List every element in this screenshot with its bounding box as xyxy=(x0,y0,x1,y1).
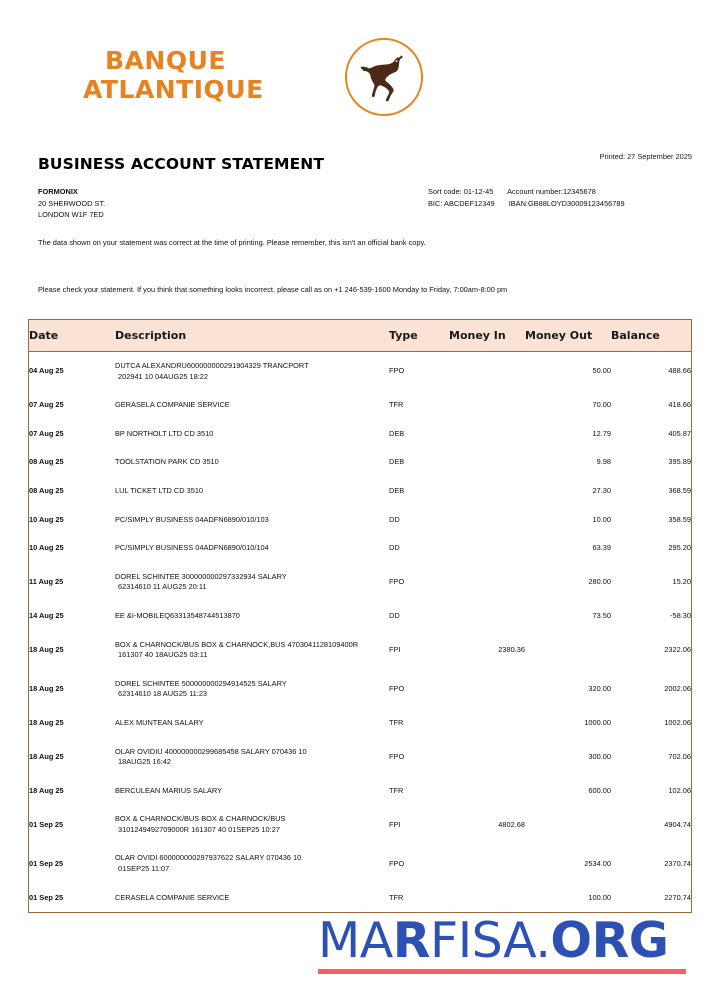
cell-type: TFR xyxy=(389,785,404,795)
account-line-bic-iban xyxy=(428,198,625,210)
cell-money-in: 2380.36 xyxy=(498,644,525,654)
sort-code-value: 01-12-45 xyxy=(463,187,494,196)
column-header-money-in: Money In xyxy=(449,320,525,352)
cell-type: DEB xyxy=(389,457,405,467)
watermark-tld: ORG xyxy=(550,912,669,969)
horse-icon xyxy=(355,48,411,104)
cell-description xyxy=(115,391,389,420)
table-body xyxy=(29,352,691,913)
cell-money-out: 300.00 xyxy=(588,751,611,761)
iban-value: GB88LOYD30009123456789 xyxy=(528,198,625,208)
cell-money-out: 280.00 xyxy=(588,577,611,587)
table-row xyxy=(29,805,691,844)
cell-date: 18 Aug 25 xyxy=(29,684,64,694)
table-row xyxy=(29,709,691,738)
cell-money-in xyxy=(449,352,525,392)
table-header xyxy=(29,320,691,352)
table-row xyxy=(29,391,691,420)
cell-type: FPO xyxy=(389,366,405,376)
table-header-row xyxy=(29,320,691,352)
cell-date: 07 Aug 25 xyxy=(29,400,64,410)
transaction-description-line-1: BOX & CHARNOCK/BUS BOX & CHARNOCK/BUS xyxy=(115,814,286,824)
table-row xyxy=(29,448,691,477)
watermark-underline xyxy=(318,969,686,974)
cell-money-in xyxy=(449,448,525,477)
customer-address-line-1: 20 SHERWOOD ST. xyxy=(38,198,106,208)
cell-balance: 395.89 xyxy=(668,457,691,467)
column-header-money-out: Money Out xyxy=(525,320,611,352)
bank-logo xyxy=(83,36,435,122)
bank-logo-wordmark xyxy=(83,46,355,104)
cell-money-in xyxy=(449,844,525,883)
cell-description xyxy=(115,477,389,506)
cell-description xyxy=(115,670,389,709)
transaction-description-line-1: PC/SIMPLY BUSINESS 04ADFN6890/010/104 xyxy=(115,543,269,553)
cell-description xyxy=(115,448,389,477)
cell-date: 18 Aug 25 xyxy=(29,644,64,654)
cell-money-out: 50.00 xyxy=(592,366,611,376)
bank-logo-line-2: ATLANTIQUE xyxy=(83,75,264,104)
cell-date: 04 Aug 25 xyxy=(29,366,64,376)
transaction-description-line-1: DOREL SCHINTEE 300000000297332934 SALARY xyxy=(115,571,287,581)
cell-balance: 102.06 xyxy=(668,785,691,795)
cell-description xyxy=(115,602,389,631)
cell-description xyxy=(115,709,389,738)
account-details-block xyxy=(428,186,625,209)
transaction-description-line-2: 62314610 11 AUG25 20:11 xyxy=(118,582,207,592)
cell-type: FPI xyxy=(389,819,401,829)
cell-money-in xyxy=(449,777,525,806)
cell-type: DD xyxy=(389,610,400,620)
cell-type: TFR xyxy=(389,717,404,727)
cell-money-out: 1000.00 xyxy=(584,717,611,727)
table-row xyxy=(29,602,691,631)
cell-balance: 295.20 xyxy=(668,543,691,553)
transaction-description-line-2: 18AUG25 16:42 xyxy=(118,757,172,767)
transaction-description-line-1: BOX & CHARNOCK/BUS BOX & CHARNOCK,BUS 4703041128109400R xyxy=(115,639,359,649)
cell-date: 07 Aug 25 xyxy=(29,428,64,438)
cell-date: 01 Sep 25 xyxy=(29,819,64,829)
cell-money-in xyxy=(449,534,525,563)
account-number-value: 12345678 xyxy=(562,187,596,196)
cell-money-out xyxy=(525,631,611,670)
cell-type: FPO xyxy=(389,858,405,868)
cell-balance: 2322.06 xyxy=(664,644,691,654)
table-row xyxy=(29,420,691,449)
cell-date: 08 Aug 25 xyxy=(29,485,64,495)
cell-date: 18 Aug 25 xyxy=(29,717,64,727)
cell-date: 11 Aug 25 xyxy=(29,577,64,587)
cell-money-out: 100.00 xyxy=(588,892,611,902)
cell-description xyxy=(115,352,389,392)
watermark-prefix: MA xyxy=(318,912,393,969)
cell-money-in xyxy=(449,420,525,449)
cell-balance: 358.59 xyxy=(668,514,691,524)
cell-description xyxy=(115,631,389,670)
cell-description xyxy=(115,563,389,602)
cell-money-out: 320.00 xyxy=(588,684,611,694)
cell-money-out: 73.50 xyxy=(592,610,611,620)
cell-date: 01 Sep 25 xyxy=(29,858,64,868)
cell-balance: 15.20 xyxy=(672,577,691,587)
cell-money-in xyxy=(449,391,525,420)
cell-date: 08 Aug 25 xyxy=(29,457,64,467)
transaction-description-line-2: 202941 10 04AUG25 18:22 xyxy=(118,371,208,381)
cell-money-out: 12.79 xyxy=(592,428,611,438)
table-row xyxy=(29,631,691,670)
table-row xyxy=(29,477,691,506)
cell-type: FPO xyxy=(389,684,405,694)
statement-accuracy-note: The data shown on your statement was correct at the time of printing. Please remember, this isn't an official bank copy. xyxy=(38,238,426,247)
transactions-table-container xyxy=(28,319,692,913)
cell-money-out: 10.00 xyxy=(592,514,611,524)
transaction-description-line-1: GERASELA COMPANIE SERVICE xyxy=(115,400,230,410)
cell-money-in xyxy=(449,670,525,709)
bank-logo-line-1: BANQUE xyxy=(105,46,226,75)
cell-balance: 488.66 xyxy=(668,366,691,376)
cell-type: DD xyxy=(389,514,400,524)
cell-type: TFR xyxy=(389,400,404,410)
cell-money-in xyxy=(449,602,525,631)
cell-money-out: 2534.00 xyxy=(584,858,611,868)
cell-type: TFR xyxy=(389,892,404,902)
transaction-description-line-2: 01SEP25 11:07 xyxy=(118,864,170,874)
cell-description xyxy=(115,805,389,844)
cell-description xyxy=(115,420,389,449)
transaction-description-line-1: OLAR OVIDI 600000000297937622 SALARY 070436 10 xyxy=(115,853,302,863)
cell-balance: 368.59 xyxy=(668,485,691,495)
cell-money-out: 63.39 xyxy=(592,543,611,553)
cell-date: 10 Aug 25 xyxy=(29,514,64,524)
cell-description xyxy=(115,506,389,535)
statement-contact-note: Please check your statement. If you think that something looks incorrect, please call as on +1 246-539-1600 Monday to Friday, 7:00am-8:00 pm xyxy=(38,285,508,294)
cell-money-out: 600.00 xyxy=(588,785,611,795)
transaction-description-line-1: CERASELA COMPANIE SERVICE xyxy=(115,892,230,902)
cell-money-in xyxy=(449,884,525,913)
table-row xyxy=(29,777,691,806)
cell-money-in xyxy=(449,709,525,738)
cell-date: 14 Aug 25 xyxy=(29,610,64,620)
cell-type: DD xyxy=(389,543,400,553)
cell-balance: -58.30 xyxy=(670,610,691,620)
site-watermark xyxy=(318,914,690,974)
table-row xyxy=(29,563,691,602)
table-row xyxy=(29,738,691,777)
cell-date: 18 Aug 25 xyxy=(29,785,64,795)
account-line-sort-code xyxy=(428,186,625,198)
cell-type: DEB xyxy=(389,485,405,495)
customer-address-line-2: LONDON W1F 7ED xyxy=(38,210,104,219)
cell-type: DEB xyxy=(389,428,405,438)
iban-label: IBAN: xyxy=(508,198,528,208)
cell-date: 10 Aug 25 xyxy=(29,543,64,553)
transaction-description-line-1: ALEX MUNTEAN SALARY xyxy=(115,717,204,727)
cell-money-out: 70.00 xyxy=(592,400,611,410)
table-row xyxy=(29,670,691,709)
cell-type: FPO xyxy=(389,577,405,587)
cell-money-in xyxy=(449,477,525,506)
sort-code-label: Sort code: xyxy=(428,187,462,196)
cell-money-out xyxy=(525,805,611,844)
cell-balance: 2370.74 xyxy=(664,858,691,868)
cell-balance: 2002.06 xyxy=(664,684,691,694)
account-number-label: Account number: xyxy=(507,187,563,196)
watermark-strong: R xyxy=(392,912,431,969)
column-header-date: Date xyxy=(29,320,115,352)
transaction-description-line-1: BP NORTHOLT LTD CD 3510 xyxy=(115,428,214,438)
column-header-type: Type xyxy=(389,320,449,352)
transaction-description-line-1: LUL TICKET LTD CD 3510 xyxy=(115,485,204,495)
column-header-balance: Balance xyxy=(611,320,691,352)
cell-description xyxy=(115,534,389,563)
watermark-dot: . xyxy=(535,912,551,969)
transaction-description-line-2: 62314610 18 AUG25 11:23 xyxy=(118,689,208,699)
cell-money-out: 9.98 xyxy=(596,457,611,467)
customer-name: FORMONIX xyxy=(38,187,78,196)
cell-date: 18 Aug 25 xyxy=(29,751,64,761)
cell-money-in xyxy=(449,563,525,602)
table-row xyxy=(29,844,691,883)
table-row xyxy=(29,506,691,535)
table-row xyxy=(29,352,691,392)
bic-label: BIC: xyxy=(428,198,443,208)
page-title: BUSINESS ACCOUNT STATEMENT xyxy=(38,155,325,173)
transaction-description-line-2: 3101249492709000R 161307 40 01SEP25 10:27 xyxy=(118,824,280,834)
cell-money-in: 4802.68 xyxy=(498,819,525,829)
cell-balance: 4904.74 xyxy=(664,819,691,829)
transaction-description-line-2: 161307 40 18AUG25 03:11 xyxy=(118,650,208,660)
cell-balance: 418.66 xyxy=(668,400,691,410)
transaction-description-line-1: BERCULEAN MARIUS SALARY xyxy=(115,785,223,795)
horse-in-circle-icon xyxy=(345,38,423,116)
cell-date: 01 Sep 25 xyxy=(29,892,64,902)
transaction-description-line-1: EE &I-MOBILEQ63313548744513870 xyxy=(115,610,240,620)
column-header-description: Description xyxy=(115,320,389,352)
cell-balance: 405.87 xyxy=(668,428,691,438)
cell-description xyxy=(115,738,389,777)
printed-date: Printed: 27 September 2025 xyxy=(599,152,692,161)
cell-balance: 702.06 xyxy=(668,751,691,761)
table-row xyxy=(29,884,691,913)
transaction-description-line-1: PC/SIMPLY BUSINESS 04ADFN6890/010/103 xyxy=(115,514,269,524)
cell-description xyxy=(115,884,389,913)
table-row xyxy=(29,534,691,563)
cell-type: FPO xyxy=(389,751,405,761)
cell-balance: 1002.06 xyxy=(664,717,691,727)
watermark-suffix: FISA xyxy=(430,912,536,969)
transaction-description-line-1: DUTCA ALEXANDRU600000000291904329 TRANCPORT xyxy=(115,361,309,370)
cell-money-in xyxy=(449,738,525,777)
transactions-table xyxy=(29,320,691,912)
cell-money-out: 27.30 xyxy=(592,485,611,495)
cell-type: FPI xyxy=(389,644,401,654)
watermark-text xyxy=(318,914,690,968)
cell-money-in xyxy=(449,506,525,535)
cell-description xyxy=(115,844,389,883)
bic-value: ABCDEF12349 xyxy=(444,198,495,208)
cell-description xyxy=(115,777,389,806)
transaction-description-line-1: OLAR OVIDIU 400000000299685458 SALARY 070436 10 xyxy=(115,746,307,756)
transaction-description-line-1: DOREL SCHINTEE 500000000294914525 SALARY xyxy=(115,678,287,688)
cell-balance: 2270.74 xyxy=(664,892,691,902)
transaction-description-line-1: TOOLSTATION PARK CD 3510 xyxy=(115,457,219,467)
customer-address-block xyxy=(38,186,105,221)
